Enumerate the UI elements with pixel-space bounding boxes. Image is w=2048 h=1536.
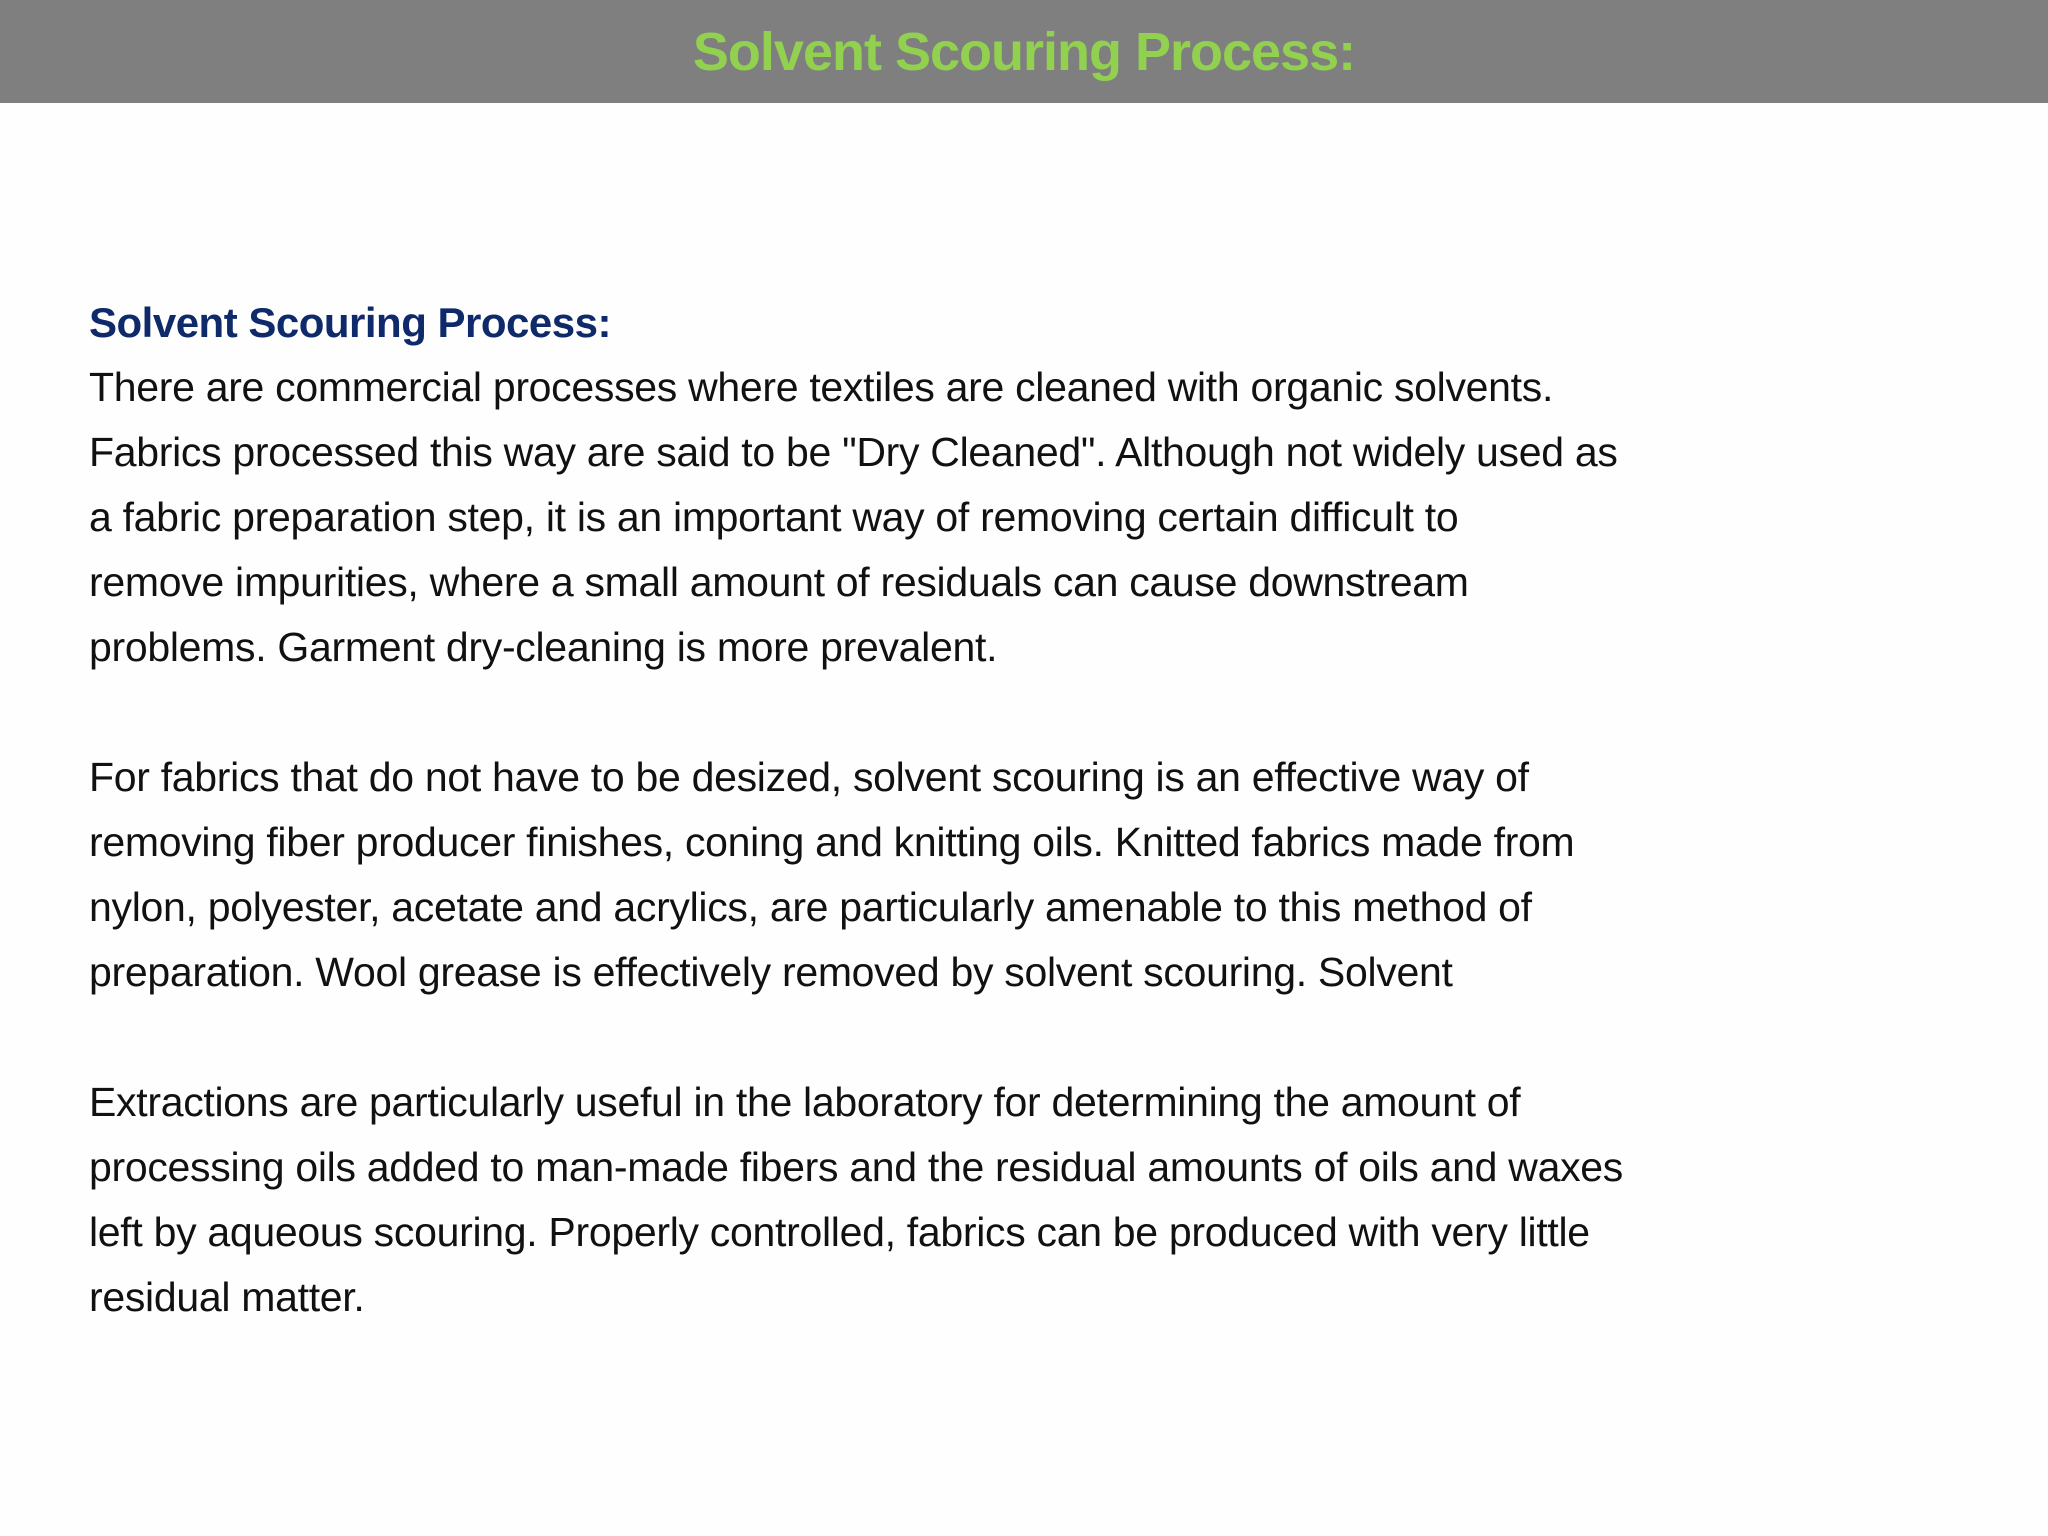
slide-body [89, 290, 2009, 1395]
text-line: preparation. Wool grease is effectively removed by solvent scouring. Solvent [89, 949, 1453, 995]
text-line: residual matter. [89, 1274, 365, 1320]
paragraph-2 [89, 745, 2009, 1005]
text-line: problems. Garment dry-cleaning is more prevalent. [89, 624, 998, 670]
text-line: Extractions are particularly useful in the laboratory for determining the amount of [89, 1079, 1521, 1125]
text-line: processing oils added to man-made fibers and the residual amounts of oils and waxes [89, 1144, 1623, 1190]
title-bar [0, 0, 2048, 103]
text-line: a fabric preparation step, it is an important way of removing certain difficult to [89, 494, 1459, 540]
paragraph-3 [89, 1070, 2009, 1330]
text-line: There are commercial processes where textiles are cleaned with organic solvents. [89, 364, 1554, 410]
section-heading: Solvent Scouring Process: [89, 299, 611, 346]
text-line: For fabrics that do not have to be desized, solvent scouring is an effective way of [89, 754, 1529, 800]
paragraph-1 [89, 355, 2009, 680]
text-line: left by aqueous scouring. Properly controlled, fabrics can be produced with very little [89, 1209, 1590, 1255]
text-line: remove impurities, where a small amount of residuals can cause downstream [89, 559, 1469, 605]
text-line: nylon, polyester, acetate and acrylics, are particularly amenable to this method of [89, 884, 1532, 930]
text-line: Fabrics processed this way are said to be "Dry Cleaned". Although not widely used as [89, 429, 1618, 475]
slide-title: Solvent Scouring Process: [692, 21, 1356, 82]
text-line: removing fiber producer finishes, coning and knitting oils. Knitted fabrics made from [89, 819, 1575, 865]
